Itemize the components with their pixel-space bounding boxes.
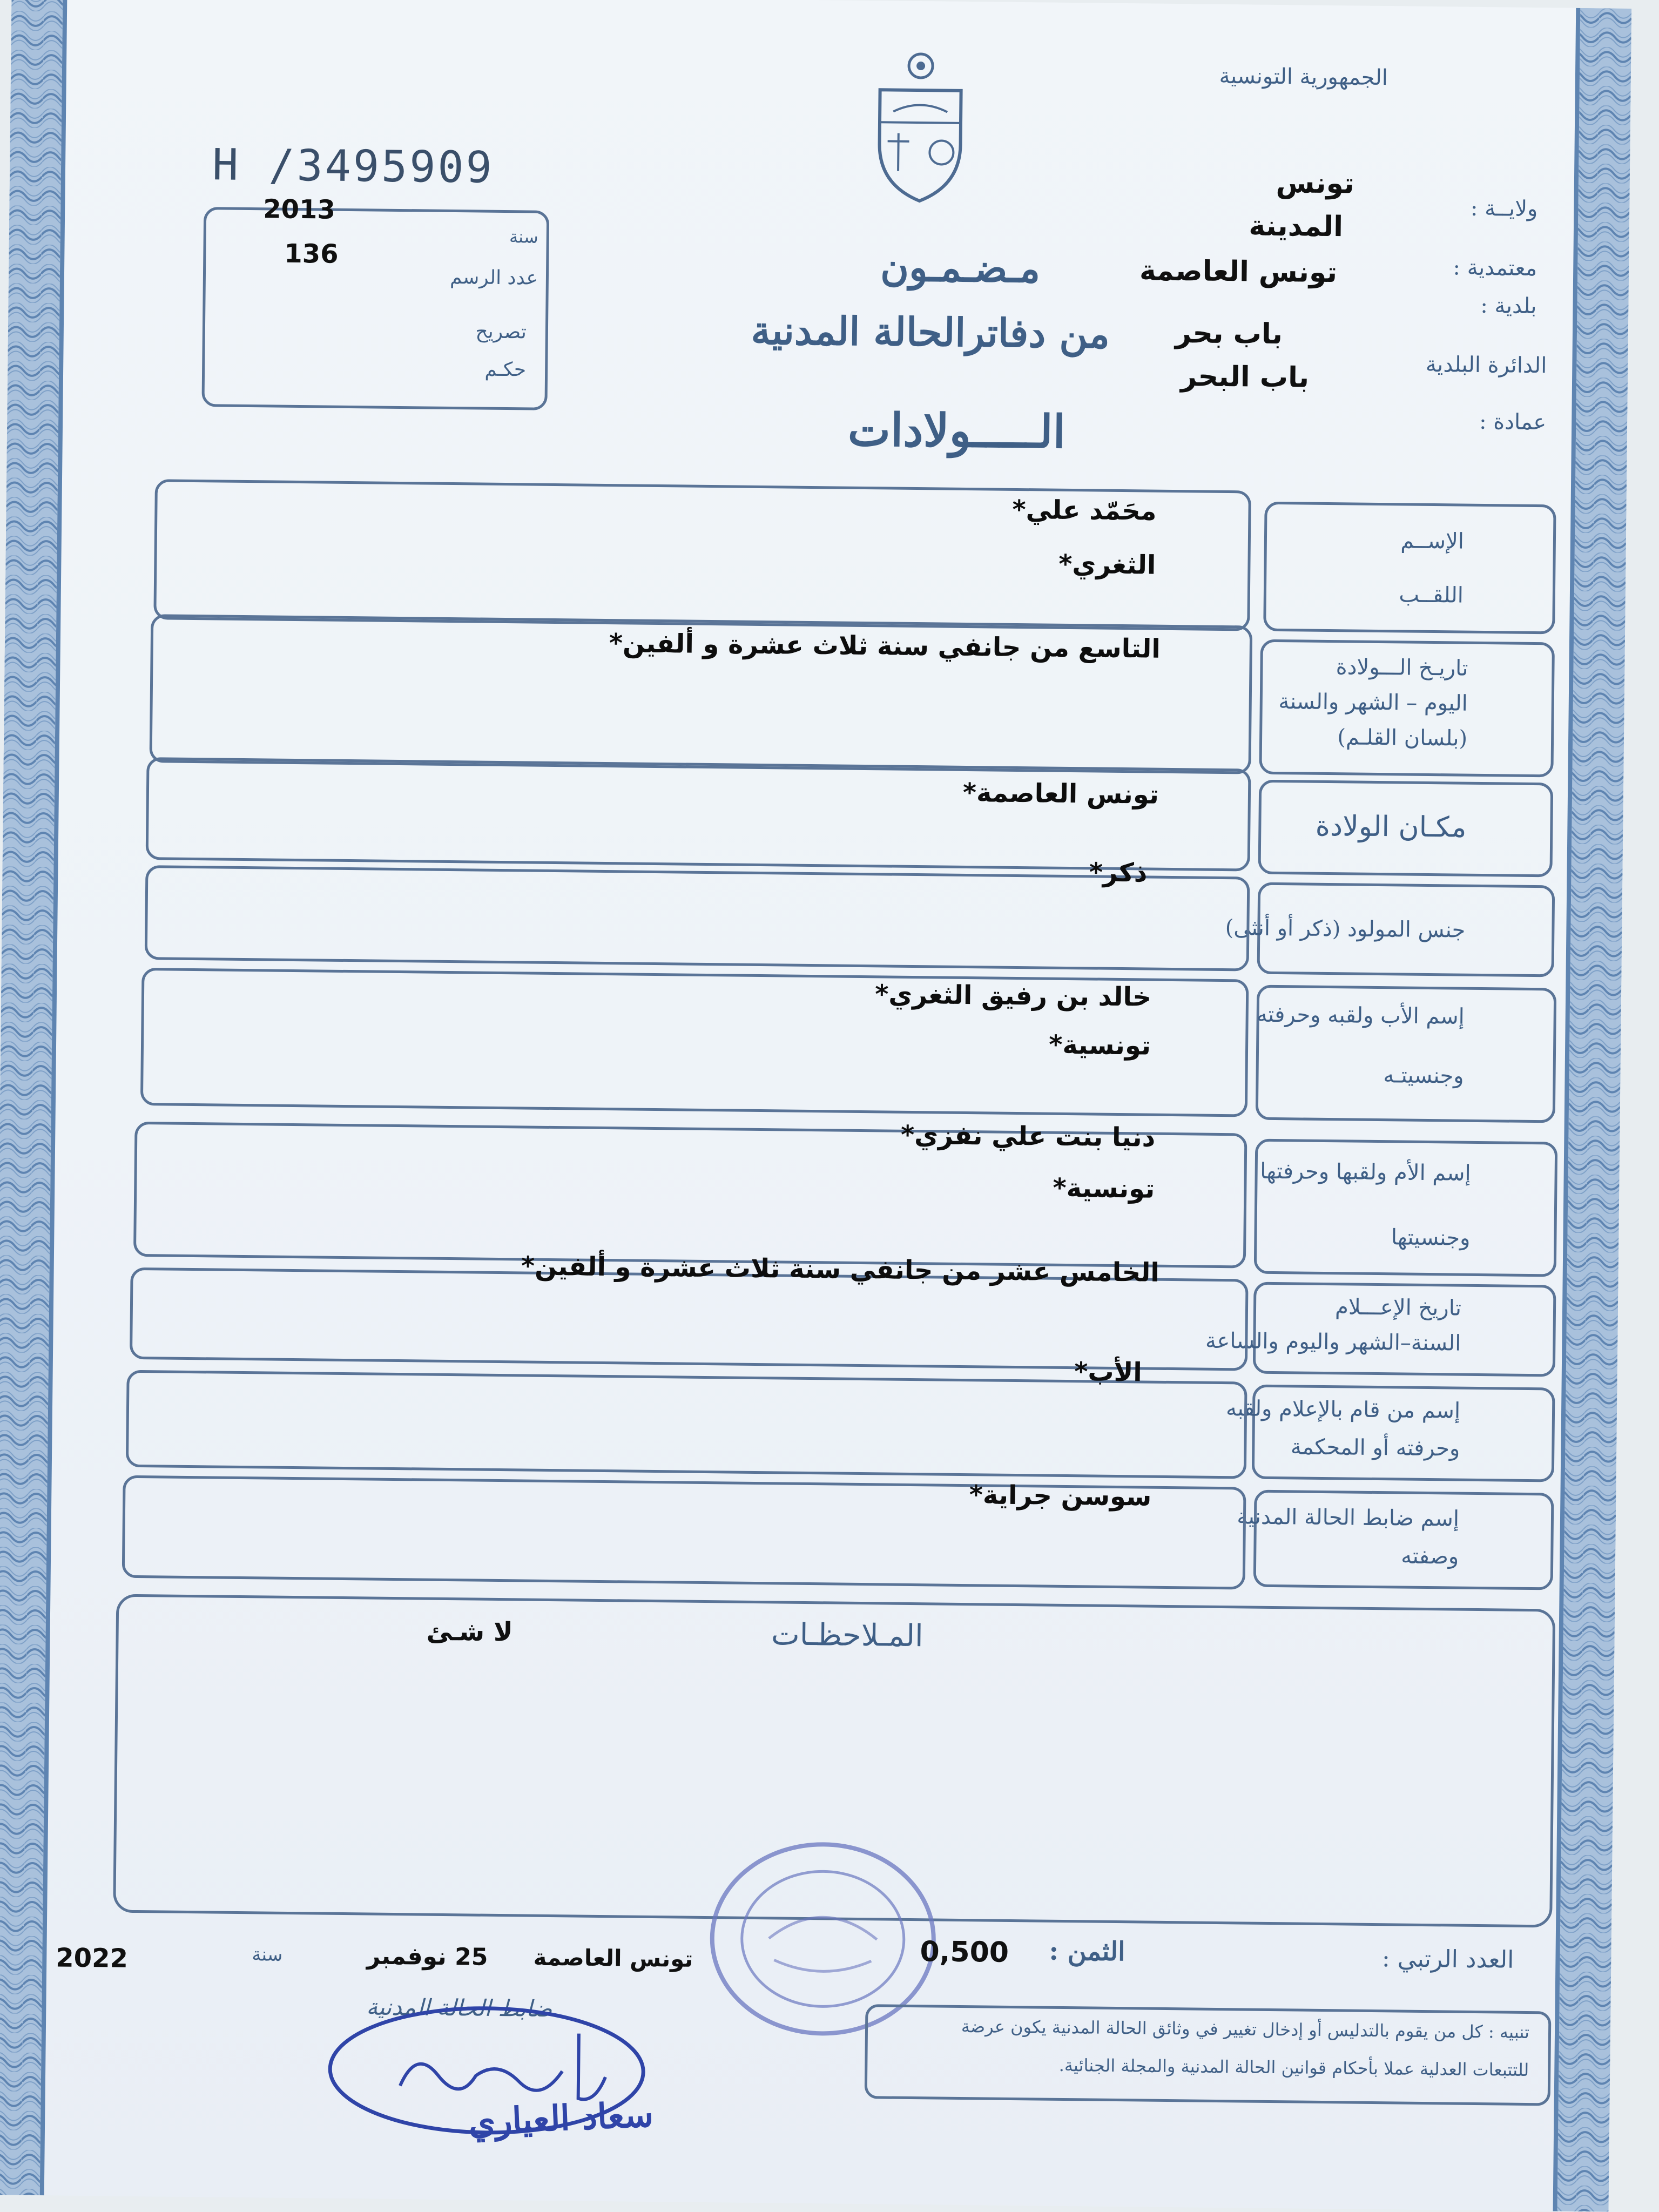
surname-label: اللقــب <box>1399 578 1464 611</box>
delegation-value: المدينة <box>1249 210 1343 243</box>
imada-label: عمادة : <box>1479 409 1547 435</box>
declaration-date-label-1: تاريخ الإعـــلام <box>1335 1291 1462 1324</box>
footer-year-label: سنة <box>252 1944 282 1966</box>
remarks-value: لا شـئ <box>426 1616 513 1648</box>
title-line-2: من دفاترالحالة المدنية <box>751 307 1110 357</box>
footer-issued-place: تونس العاصمة <box>533 1944 693 1972</box>
title-line-1: مـضـمـون <box>880 244 1041 291</box>
republic-heading: الجمهورية التونسية <box>1219 64 1388 90</box>
remarks-label: المـلاحظـات <box>771 1617 923 1654</box>
footer-price-label: الثمن : <box>1049 1936 1125 1967</box>
municipality-value: تونس العاصمة <box>1139 254 1338 289</box>
registry-record-number: 136 <box>284 239 339 269</box>
coat-of-arms-icon <box>865 46 975 204</box>
father-nationality-value: تونسية* <box>1049 1023 1151 1068</box>
officer-title: ضابط الحالة المدنية <box>366 1993 552 2022</box>
warning-line-2: للتتبعات العدلية عملا بأحكام قوانين الحالة المدنية والمجلة الجنائية. <box>870 2053 1529 2080</box>
delegation-label: معتمدية : <box>1453 255 1537 281</box>
municipality-label: بلدية : <box>1480 293 1537 319</box>
birth-date-label-1: تاريـخ الـــولادة <box>1336 651 1468 685</box>
declaration-date-label-2: السنة–الشهر واليوم والساعة <box>1205 1325 1461 1360</box>
mother-name-value: دنيا بنت علي نفزي* <box>901 1114 1156 1159</box>
footer-issued-year: 2022 <box>56 1943 128 1973</box>
footer-issued-day-month: 25 نوفمبر <box>367 1942 488 1971</box>
imada-value: باب البحر <box>1181 360 1309 394</box>
declaration-date-value: الخامس عشر من جانفي سنة ثلاث عشرة و ألفين* <box>521 1244 1159 1294</box>
sex-label: جنس المولود (ذكر أو أنثى) <box>1225 912 1465 947</box>
sex-value-box <box>145 865 1250 971</box>
declarant-label-1: إسم من قام بالإعلام ولقبه <box>1226 1392 1461 1427</box>
birth-place-label: مكـان الولادة <box>1316 810 1467 844</box>
mother-label-1: إسم الأم ولقبها وحرفتها <box>1260 1155 1471 1190</box>
birth-place-value: تونس العاصمة* <box>963 771 1159 817</box>
name-label-box <box>1263 502 1556 635</box>
declarant-label-2: وحرفته أو المحكمة <box>1291 1431 1460 1465</box>
registry-year-label: سنة <box>509 226 538 247</box>
registry-year: 2013 <box>263 194 335 225</box>
father-label-2: وجنسيتـه <box>1383 1059 1464 1092</box>
officer-stamp-name: سعاد العياري <box>468 2094 655 2142</box>
footer-serial-label: العدد الرتبي : <box>1382 1945 1514 1974</box>
serial-number: H /3495909 <box>212 139 495 192</box>
birth-date-label-3: (بلسان القلـم) <box>1337 721 1467 755</box>
district-label: الدائرة البلدية <box>1426 352 1547 378</box>
mother-label-2: وجنسيتها <box>1391 1221 1471 1255</box>
officer-label-1: إسم ضابط الحالة المدنية <box>1237 1500 1459 1535</box>
surname-value: الثغري* <box>1058 543 1156 587</box>
father-name-value: خالد بن رفيق الثغري* <box>875 973 1152 1019</box>
father-label-1: إسم الأب ولقبه وحرفته <box>1256 999 1465 1033</box>
name-label: الإســم <box>1400 524 1464 557</box>
mother-nationality-value: تونسية* <box>1053 1166 1155 1211</box>
district-value: باب بحر <box>1175 317 1283 350</box>
governorate-label: ولايــة : <box>1471 196 1538 221</box>
footer-price-value: 0,500 <box>920 1936 1009 1969</box>
declarant-value: الأب* <box>1074 1350 1142 1394</box>
birth-date-label-2: اليوم – الشهر والسنة <box>1278 685 1468 720</box>
registry-record-label: عدد الرسم <box>450 266 538 289</box>
registry-judgment-label: حكـم <box>484 359 526 381</box>
officer-value: سوسن جراية* <box>969 1473 1151 1519</box>
registry-declaration-label: تصريح <box>475 320 527 343</box>
birth-date-value: التاسع من جانفي سنة ثلاث عشرة و ألفين* <box>609 622 1161 671</box>
officer-label-2: وصفته <box>1401 1540 1459 1573</box>
sex-value: ذكر* <box>1089 851 1148 894</box>
section-title-births: الـــــولادات <box>847 403 1065 458</box>
first-name-value: محَمّد علي* <box>1012 488 1157 533</box>
governorate-value: تونس <box>1276 167 1354 200</box>
warning-line-1: تنبيه : كل من يقوم بالتدليس أو إدخال تغيير في وثائق الحالة المدنية يكون عرضة <box>871 2015 1529 2042</box>
